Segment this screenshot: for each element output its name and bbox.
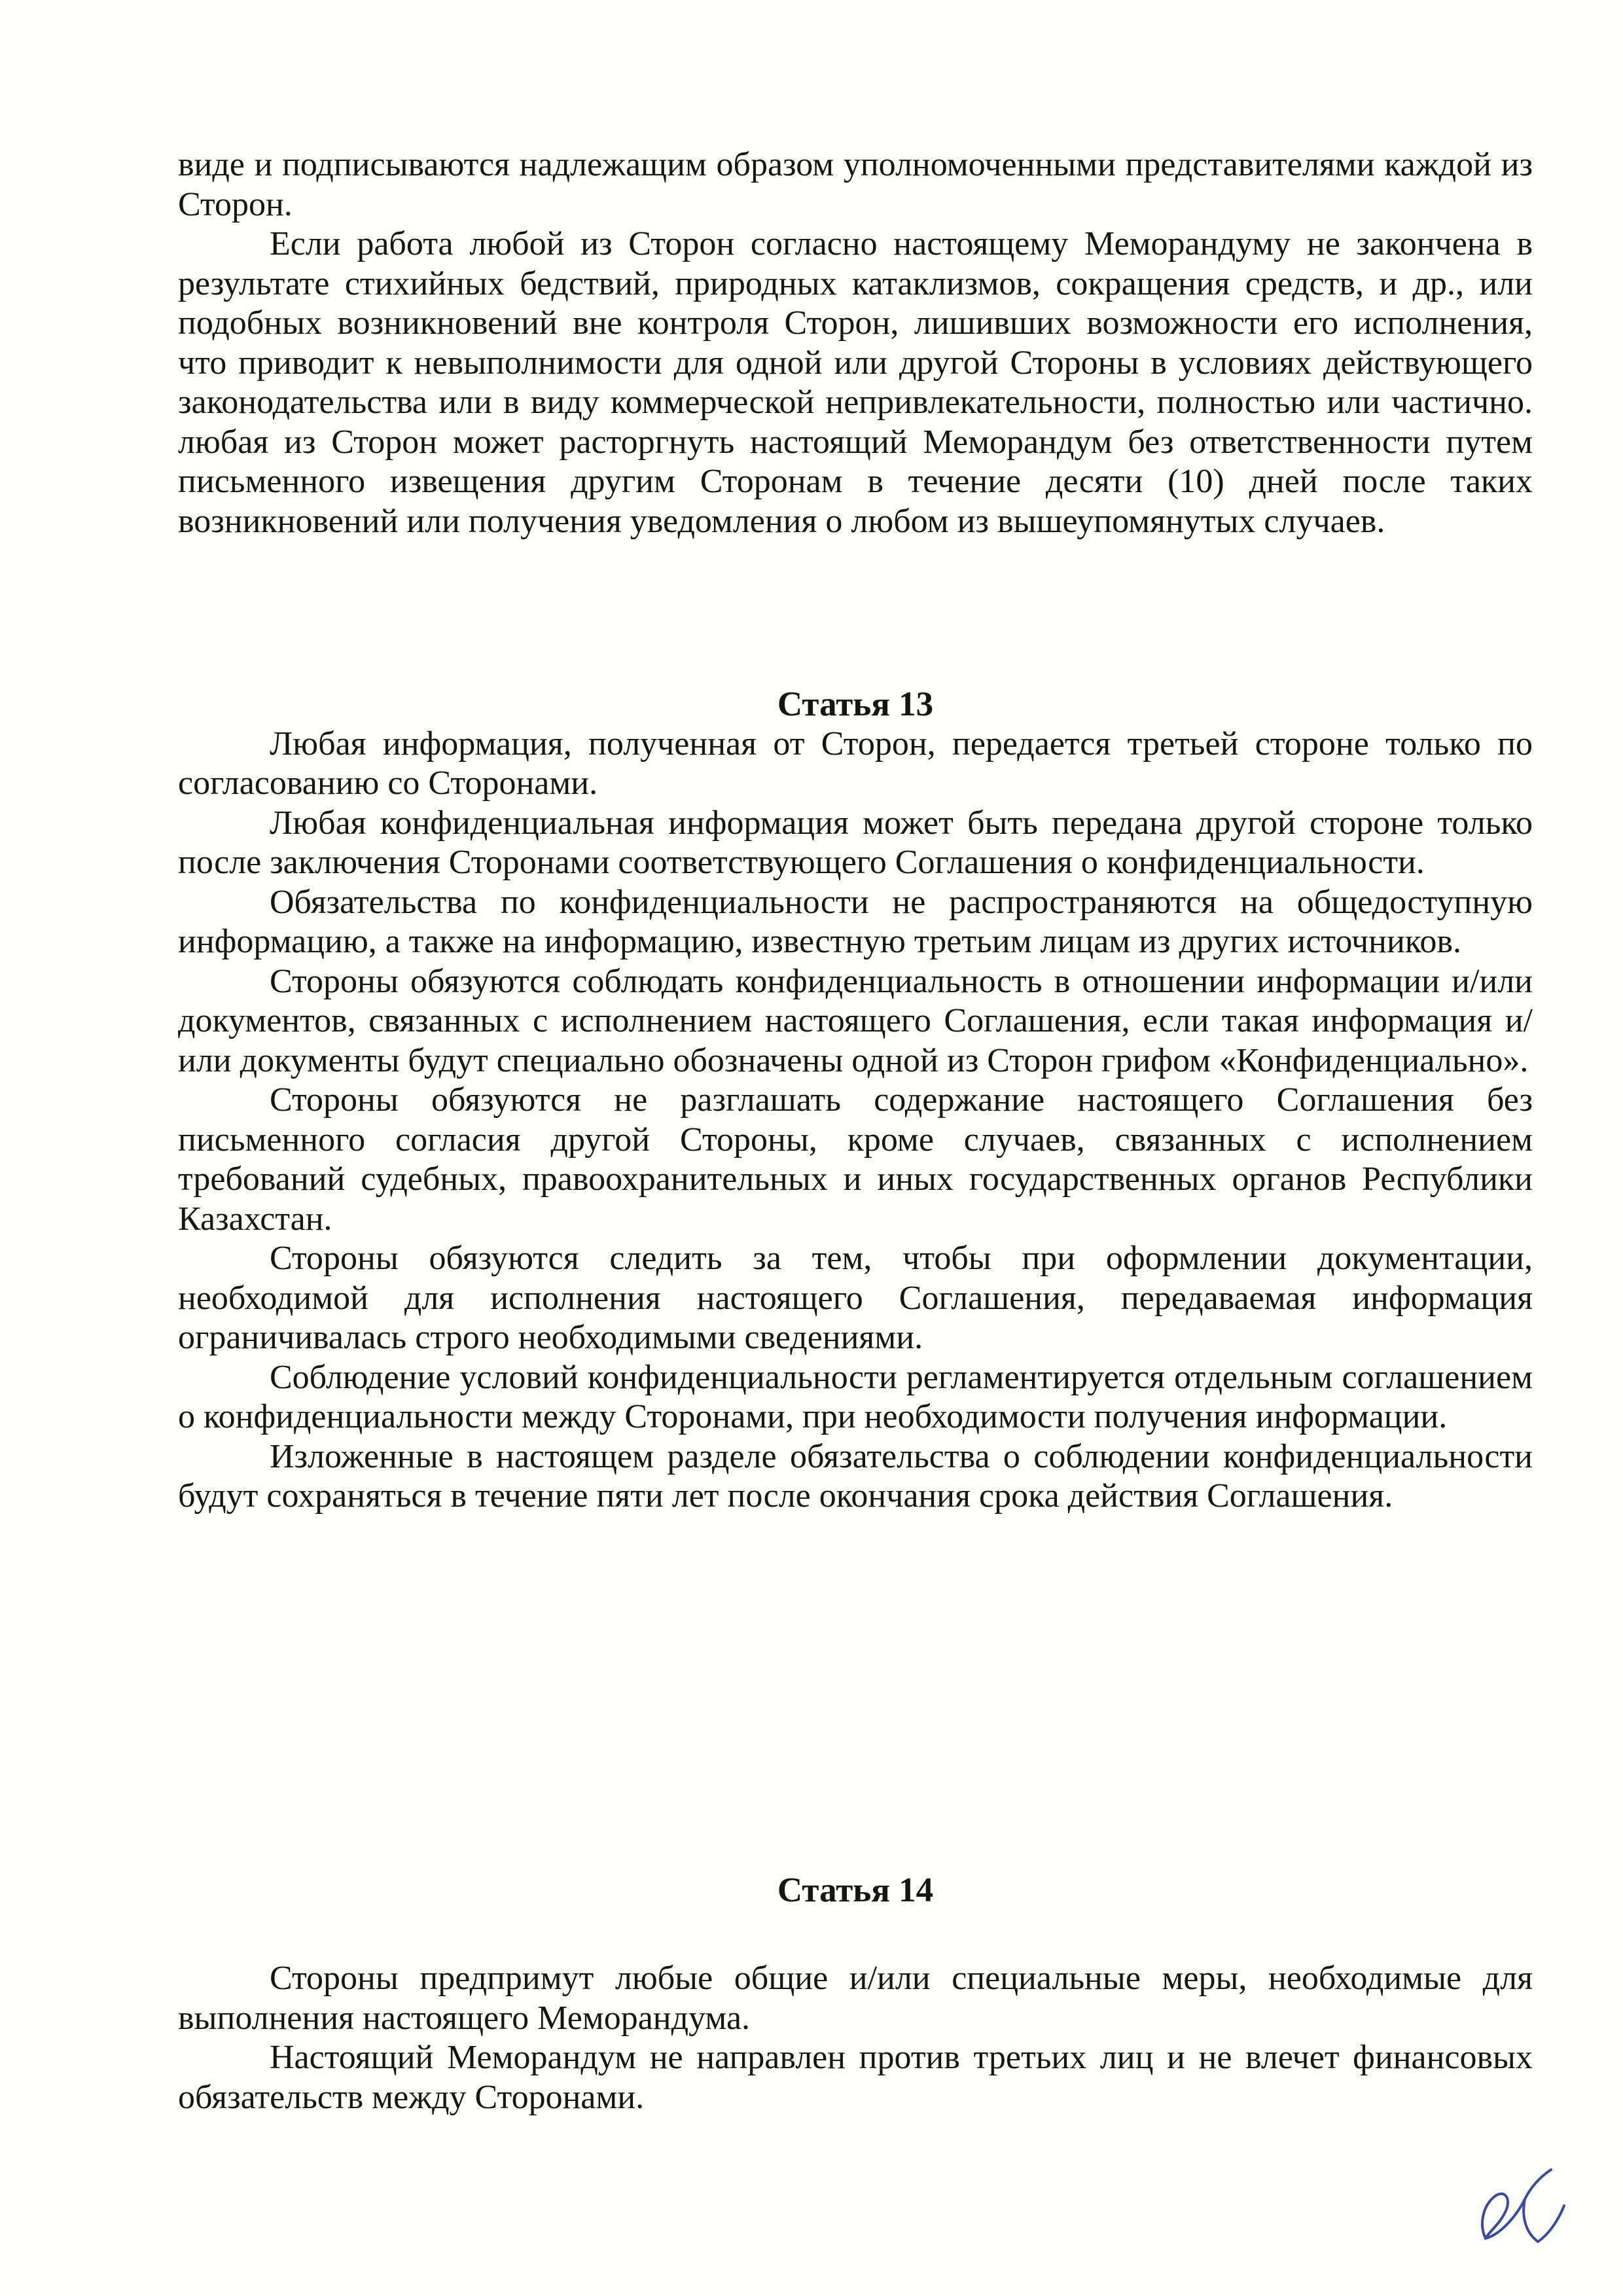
paragraph-continuation: виде и подписываются надлежащим образом уполномоченными представителями каждой из Сторон.: [178, 146, 1533, 223]
article-13-paragraph: Изложенные в настоящем разделе обязательства о соблюдении конфиденциальности будут сохраняться в течение пяти лет после окончания срока действия Соглашения.: [178, 1437, 1533, 1515]
article-13-paragraph: Стороны обязуются не разглашать содержание настоящего Соглашения без письменного согласия другой Стороны, кроме случаев, связанных с исполнением требований судебных, правоохранительных и иных государственных органов Республики Казахстан.: [178, 1081, 1533, 1238]
article-13-paragraph: Соблюдение условий конфиденциальности регламентируется отдельным соглашением о конфиденциальности между Сторонами, при необходимости получения информации.: [178, 1358, 1533, 1435]
article-13-section: [178, 685, 1533, 1516]
article-13-paragraph: Стороны обязуются следить за тем, чтобы при оформлении документации, необходимой для исполнения настоящего Соглашения, передаваемая информация ограничивалась строго необходимыми сведениями.: [178, 1240, 1533, 1356]
article-14-heading: Статья 14: [777, 1871, 934, 1909]
top-section: [178, 145, 1533, 541]
article-13-paragraph: Любая информация, полученная от Сторон, передается третьей стороне только по согласованию со Сторонами.: [178, 725, 1533, 802]
paragraph-force-majeure: Если работа любой из Сторон согласно настоящему Меморандуму не закончена в результате стихийных бедствий, природных катаклизмов, сокращения средств, и др., или подобных возникновений вне контроля Сторон, лишивших возможности его исполнения, что приводит к невыполнимости для одной или другой Стороны в условиях действующего законодательства или в виду коммерческой непривлекательности, полностью или частично. любая из Сторон может расторгнуть настоящий Меморандум без ответственности путем письменного извещения другим Сторонам в течение десяти (10) дней после таких возникновений или получения уведомления о любом из вышеупомянутых случаев.: [178, 225, 1533, 540]
signature-initials: [1459, 2160, 1577, 2258]
article-13-heading: Статья 13: [777, 685, 934, 723]
article-14-paragraph: Стороны предпримут любые общие и/или специальные меры, необходимые для выполнения настоящего Меморандума.: [178, 1960, 1533, 2037]
article-14-paragraph: Настоящий Меморандум не направлен против третьих лиц и не влечет финансовых обязательств между Сторонами.: [178, 2039, 1533, 2116]
article-13-paragraph: Обязательства по конфиденциальности не распространяются на общедоступную информацию, а также на информацию, известную третьим лицам из других источников.: [178, 883, 1533, 960]
article-13-paragraph: Стороны обязуются соблюдать конфиденциальность в отношении информации и/или документов, связанных с исполнением настоящего Соглашения, если такая информация и/или документы будут специально обозначены одной из Сторон грифом «Конфиденциально».: [178, 962, 1533, 1079]
article-13-paragraph: Любая конфиденциальная информация может быть передана другой стороне только после заключения Сторонами соответствующего Соглашения о конфиденциальности.: [178, 804, 1533, 881]
article-14-heading-block: [178, 1871, 1533, 1910]
article-14-section: [178, 1959, 1533, 2117]
